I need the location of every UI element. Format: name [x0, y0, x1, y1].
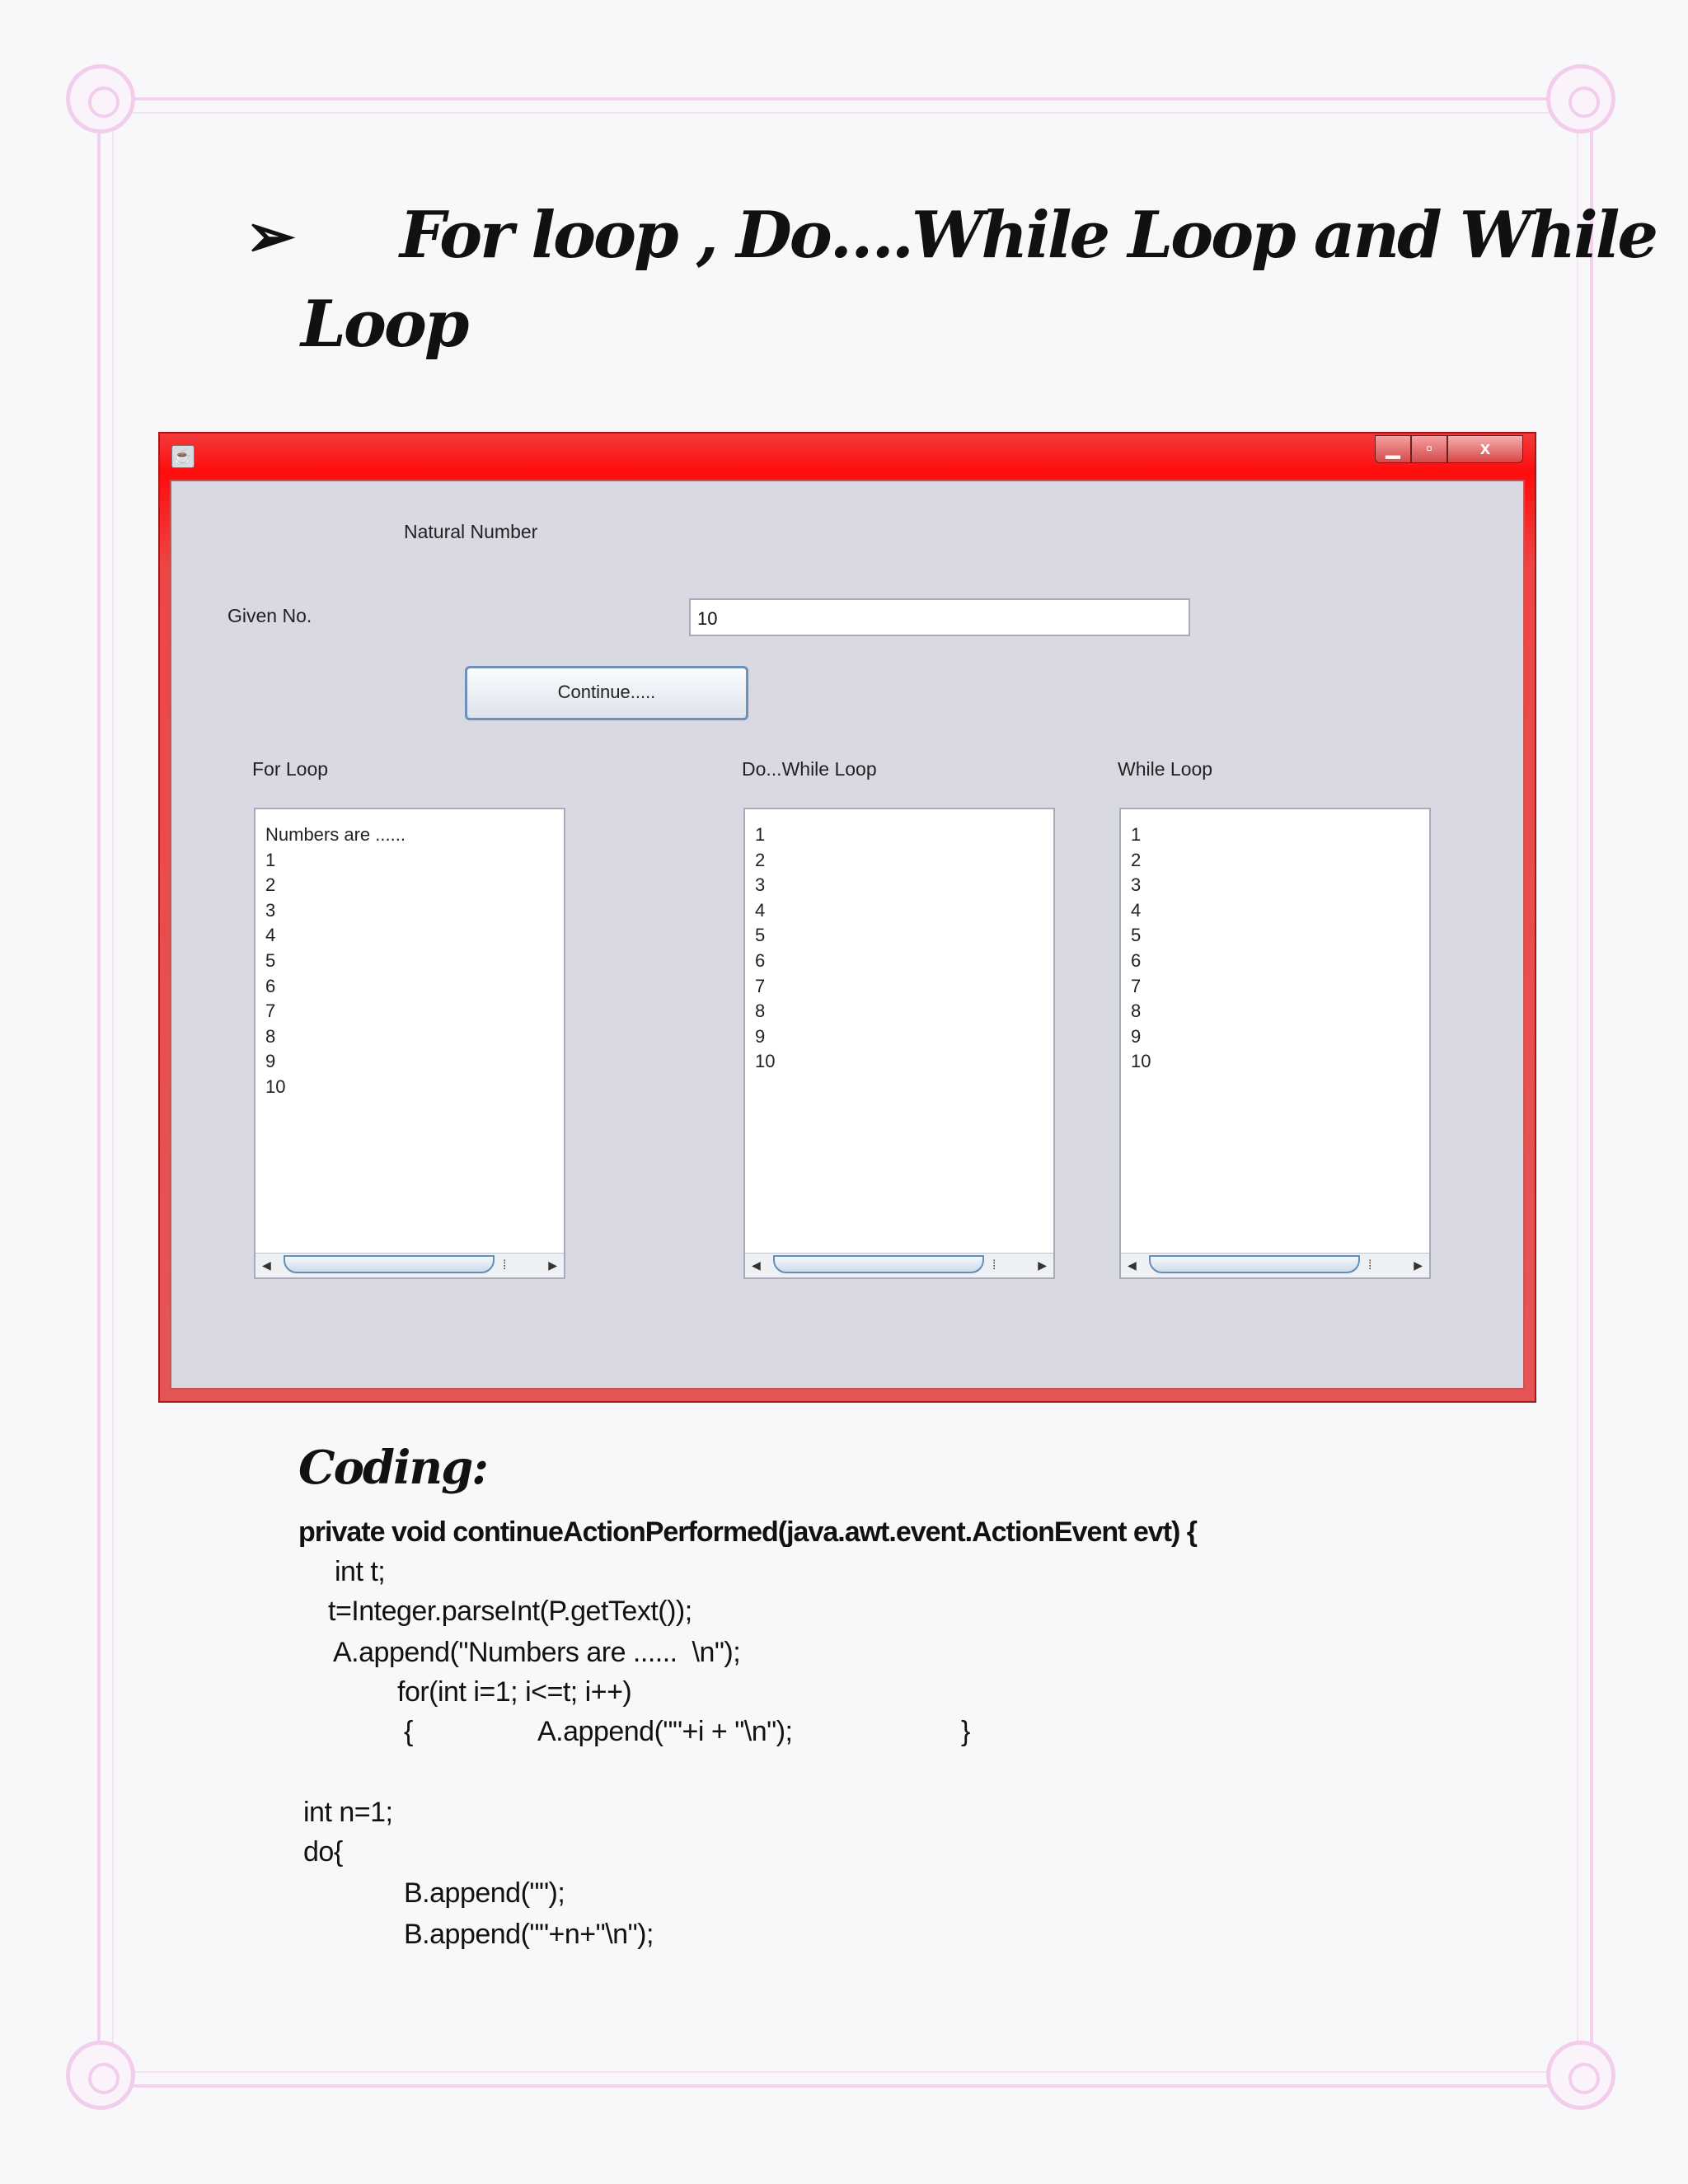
- arrow-bullet-icon: ➢: [246, 200, 296, 270]
- code-line: A.append(""+i + "\n");: [537, 1716, 793, 1747]
- section-heading: [246, 191, 1656, 369]
- heading-line-1: For loop , Do….While Loop and While: [400, 198, 1656, 273]
- do-while-loop-textarea[interactable]: [743, 808, 1055, 1279]
- horizontal-scrollbar[interactable]: [1121, 1253, 1429, 1277]
- scroll-thumb[interactable]: [284, 1255, 495, 1273]
- code-line: do{: [303, 1836, 343, 1868]
- continue-button[interactable]: Continue.....: [465, 666, 748, 720]
- corner-ornament: [1546, 64, 1615, 134]
- app-window: [158, 432, 1536, 1403]
- code-line: {: [404, 1716, 413, 1747]
- given-no-input[interactable]: 10: [689, 598, 1190, 636]
- scroll-left-icon[interactable]: ◀: [752, 1258, 761, 1272]
- corner-ornament: [66, 64, 135, 134]
- while-loop-textarea[interactable]: [1119, 808, 1431, 1279]
- code-line: B.append("");: [404, 1877, 565, 1909]
- code-line: t=Integer.parseInt(P.getText());: [328, 1596, 692, 1627]
- for-loop-textarea[interactable]: [254, 808, 565, 1279]
- window-controls: [1375, 435, 1523, 465]
- code-line: int t;: [335, 1556, 386, 1587]
- while-loop-output: 1 2 3 4 5 6 7 8 9 10: [1131, 824, 1151, 1072]
- java-app-icon: ☕: [171, 445, 195, 468]
- scroll-grip-icon: ⁞: [992, 1258, 996, 1272]
- window-client-area: [170, 480, 1525, 1390]
- code-line: int n=1;: [303, 1797, 393, 1828]
- do-while-loop-output: 1 2 3 4 5 6 7 8 9 10: [755, 824, 776, 1072]
- code-line: for(int i=1; i<=t; i++): [397, 1676, 632, 1708]
- scroll-right-icon[interactable]: ▶: [548, 1258, 557, 1272]
- scroll-thumb[interactable]: [773, 1255, 984, 1273]
- scroll-right-icon[interactable]: ▶: [1414, 1258, 1423, 1272]
- code-line: A.append("Numbers are ...... \n");: [333, 1637, 741, 1668]
- do-while-loop-label: Do...While Loop: [742, 758, 877, 780]
- coding-title: Coding:: [298, 1441, 487, 1495]
- minimize-button[interactable]: ▁: [1375, 435, 1411, 463]
- close-button[interactable]: x: [1447, 435, 1523, 463]
- scroll-right-icon[interactable]: ▶: [1038, 1258, 1047, 1272]
- scroll-left-icon[interactable]: ◀: [1128, 1258, 1137, 1272]
- corner-ornament: [66, 2041, 135, 2110]
- horizontal-scrollbar[interactable]: [745, 1253, 1053, 1277]
- scroll-left-icon[interactable]: ◀: [262, 1258, 271, 1272]
- maximize-button[interactable]: ▫: [1411, 435, 1447, 463]
- scroll-grip-icon: ⁞: [503, 1258, 507, 1272]
- scroll-grip-icon: ⁞: [1368, 1258, 1372, 1272]
- given-no-label: Given No.: [227, 605, 312, 626]
- code-line: }: [961, 1716, 970, 1747]
- for-loop-output: Numbers are ...... 1 2 3 4 5 6 7 8 9 10: [265, 824, 406, 1097]
- horizontal-scrollbar[interactable]: [256, 1253, 564, 1277]
- for-loop-label: For Loop: [252, 758, 329, 780]
- code-line: B.append(""+n+"\n");: [404, 1919, 654, 1950]
- code-signature: private void continueActionPerformed(java.awt.event.ActionEvent evt) {: [298, 1516, 1198, 1548]
- natural-number-label: Natural Number: [404, 521, 538, 542]
- corner-ornament: [1546, 2041, 1615, 2110]
- while-loop-label: While Loop: [1118, 758, 1213, 780]
- heading-line-2: Loop: [301, 287, 467, 362]
- scroll-thumb[interactable]: [1149, 1255, 1360, 1273]
